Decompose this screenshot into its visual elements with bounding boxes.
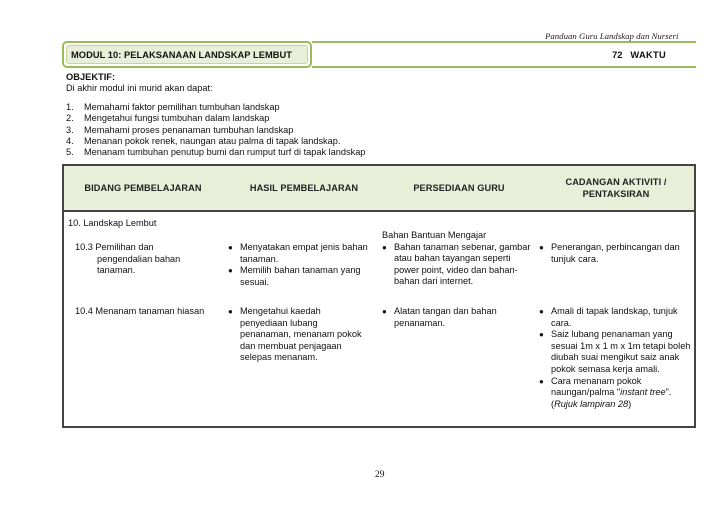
bullet-icon: ● xyxy=(539,330,544,340)
activity-ref-open: ( xyxy=(551,398,555,409)
bullet-icon: ● xyxy=(382,307,387,316)
learning-area-line: 10.3 Pemilihan dan xyxy=(75,242,154,252)
suggested-activity-cell xyxy=(539,306,691,410)
header-suggested-activity: CADANGAN AKTIVITI / PENTAKSIRAN xyxy=(565,177,667,199)
preparation-text: Bahan tanaman sebenar, gambar atau bahan tayangan seperti power point, video dan bahan-bahan dari internet. xyxy=(394,241,531,287)
teacher-preparation-cell xyxy=(382,230,536,288)
list-item xyxy=(539,329,691,375)
activity-text: Amali di tapak landskap, tunjuk cara. xyxy=(551,306,678,328)
outcome-text: Menyatakan empat jenis bahan tanaman. xyxy=(240,242,368,264)
list-item xyxy=(382,306,530,329)
objective-item-number: 4. xyxy=(66,135,74,146)
preparation-text: Alatan tangan dan bahan penanaman. xyxy=(394,306,497,328)
list-item xyxy=(228,265,374,288)
module-title-panel xyxy=(66,45,308,64)
objective-item xyxy=(66,125,365,136)
bullet-icon: ● xyxy=(228,266,233,276)
learning-outcome-cell xyxy=(228,242,374,288)
list-item xyxy=(382,242,536,288)
objective-section xyxy=(66,72,365,158)
learning-area-cell xyxy=(75,306,225,318)
table-header-row xyxy=(64,166,694,212)
objective-item xyxy=(66,102,365,113)
objective-item-number: 1. xyxy=(66,102,74,112)
objective-item-number: 2. xyxy=(66,113,74,124)
activity-text-prefix: Cara menanam pokok naungan/palma " xyxy=(551,375,642,398)
header-learning-outcome: HASIL PEMBELAJARAN xyxy=(249,183,359,193)
learning-area-line: tanaman. xyxy=(97,265,136,276)
objective-item-text: Mengetahui fungsi tumbuhan dalam landskap xyxy=(84,113,270,124)
objective-heading: OBJEKTIF: xyxy=(66,72,116,82)
page-number: 29 xyxy=(375,470,385,480)
bullet-icon: ● xyxy=(228,307,233,316)
preparation-title: Bahan Bantuan Mengajar xyxy=(382,230,487,240)
preparation-list xyxy=(382,242,536,288)
activity-ref-close: ) xyxy=(628,398,632,409)
module-hours-box xyxy=(312,41,696,68)
module-title: MODUL 10: PELAKSANAAN LANDSKAP LEMBUT xyxy=(71,49,293,60)
learning-outcome-cell xyxy=(228,306,368,364)
list-item xyxy=(228,306,368,364)
objective-item-text: Memahami faktor pemilihan tumbuhan landskap xyxy=(84,102,280,112)
bullet-icon: ● xyxy=(539,307,544,316)
module-hours: 72 xyxy=(612,49,623,60)
activity-text xyxy=(551,376,691,411)
lesson-table xyxy=(62,164,696,428)
section-title: 10. Landskap Lembut xyxy=(68,218,157,228)
bullet-icon: ● xyxy=(228,243,233,252)
list-item xyxy=(539,242,689,265)
objective-item xyxy=(66,113,365,124)
module-hours-unit: WAKTU xyxy=(630,49,666,60)
objective-intro: Di akhir modul ini murid akan dapat: xyxy=(66,83,213,93)
list-item xyxy=(228,242,374,265)
activity-text: Penerangan, perbincangan dan tunjuk cara. xyxy=(551,242,680,264)
objective-item-text: Memahami proses penanaman tumbuhan landskap xyxy=(84,124,294,135)
objective-item-text: Menanam tumbuhan penutup bumi dan rumput turf di tapak landskap xyxy=(84,147,366,158)
objective-item-number: 5. xyxy=(66,147,74,158)
activity-italic-term: instant tree xyxy=(620,387,666,398)
header-learning-area: BIDANG PEMBELAJARAN xyxy=(84,183,202,193)
activity-text: Saiz lubang penanaman yang sesuai 1m x 1 m x 1m tetapi boleh diubah suai mengikut saiz anak pokok semasa kerja amali. xyxy=(551,329,691,374)
guide-title: Panduan Guru Landskap dan Nurseri xyxy=(545,31,679,41)
objective-item-text: Menanan pokok renek, naungan atau palma di tapak landskap. xyxy=(84,135,341,146)
bullet-icon: ● xyxy=(539,376,544,386)
header-teacher-preparation: PERSEDIAAN GURU xyxy=(413,183,505,193)
objective-list xyxy=(66,102,365,158)
activity-reference: Rujuk lampiran 28 xyxy=(554,398,629,409)
outcome-text: Memilih bahan tanaman yang sesuai. xyxy=(240,265,361,287)
objective-item-number: 3. xyxy=(66,124,74,135)
objective-item xyxy=(66,136,365,147)
module-title-box xyxy=(62,41,312,68)
list-item xyxy=(539,306,691,329)
teacher-preparation-cell xyxy=(382,306,530,329)
list-item xyxy=(539,376,691,411)
learning-area-line: 10.4 Menanam tanaman hiasan xyxy=(75,306,205,316)
activity-text-suffix: ". xyxy=(665,387,672,398)
objective-item xyxy=(66,147,365,158)
bullet-icon: ● xyxy=(539,243,544,252)
learning-area-cell xyxy=(75,242,225,277)
bullet-icon: ● xyxy=(382,242,387,252)
learning-area-line: pengendalian bahan xyxy=(97,253,181,264)
outcome-text: Mengetahui kaedah penyediaan lubang penanaman, menanam pokok dan membuat penjagaan selepas menanam. xyxy=(240,306,362,363)
suggested-activity-cell xyxy=(539,242,689,265)
